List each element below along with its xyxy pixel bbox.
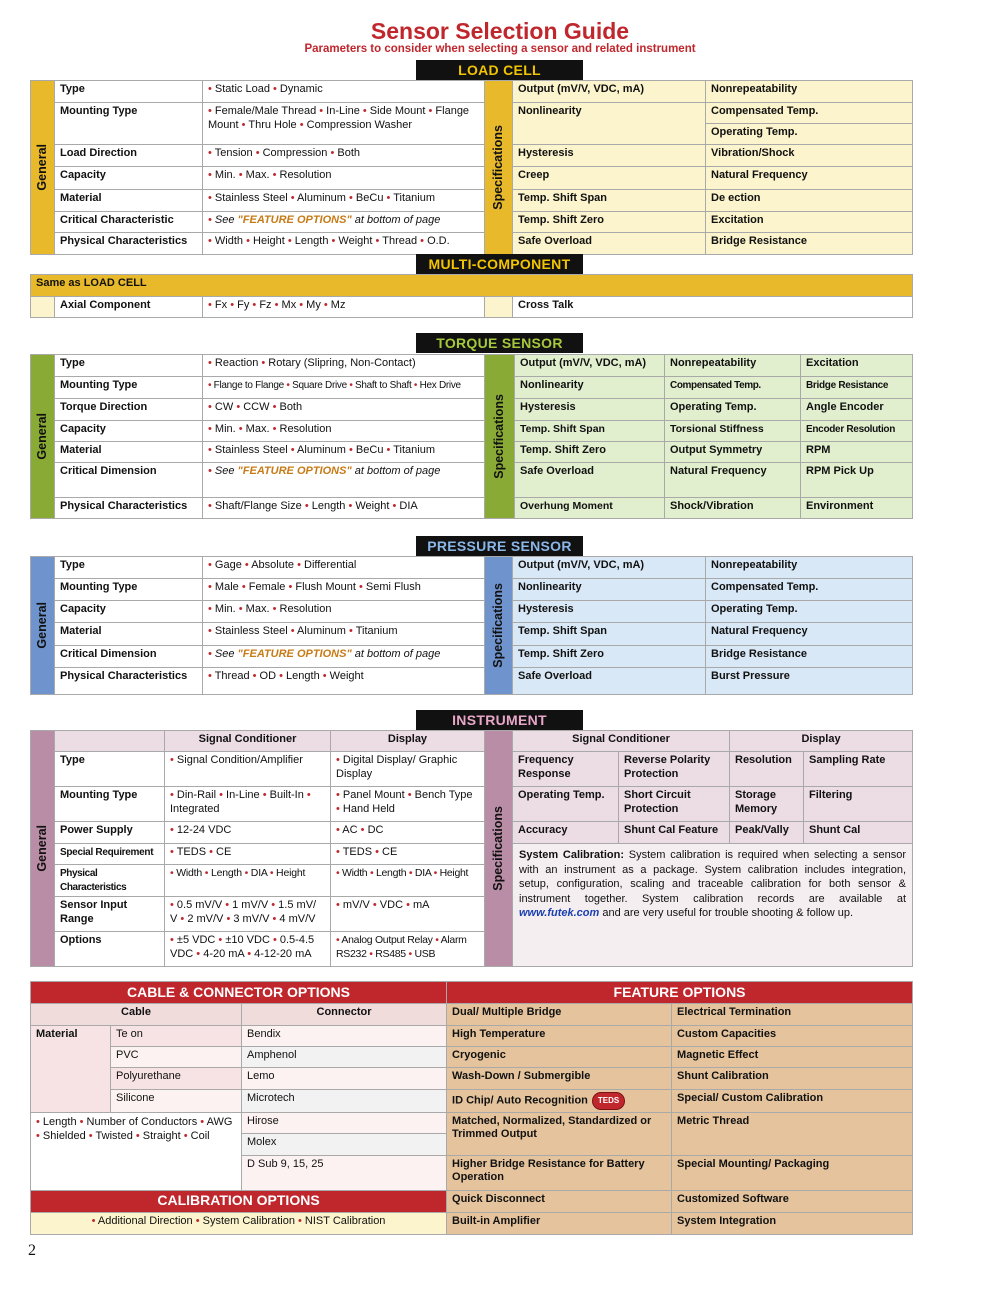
inst-key: Power Supply	[55, 822, 165, 844]
pr-val: • Thread • OD • Length • Weight	[203, 668, 485, 695]
calibration-options-header: CALIBRATION OPTIONS	[31, 1190, 447, 1212]
tq-val: • Flange to Flange • Square Drive • Shaft to Shaft • Hex Drive	[203, 377, 485, 399]
pr-val: • See "FEATURE OPTIONS" at bottom of page	[203, 646, 485, 668]
feature-item-id-chip: ID Chip/ Auto Recognition TEDS	[447, 1090, 672, 1113]
connector-item: Molex	[242, 1133, 447, 1155]
inst-display: • Panel Mount • Bench Type • Hand Held	[331, 787, 485, 822]
multi-component-table	[30, 274, 913, 318]
pr-spec: Compensated Temp.	[706, 579, 913, 601]
multi-component-header: MULTI-COMPONENT	[416, 254, 583, 274]
feature-options-header: FEATURE OPTIONS	[447, 982, 913, 1004]
pr-spec: Output (mV/V, VDC, mA)	[513, 557, 706, 579]
lc-spec: Vibration/Shock	[706, 145, 913, 167]
inst-key: Physical Characteristics	[55, 865, 165, 897]
pr-key: Physical Characteristics	[55, 668, 203, 695]
tq-key: Physical Characteristics	[55, 498, 203, 519]
teds-logo: TEDS	[592, 1092, 625, 1110]
lc-spec: Compensated Temp.	[706, 103, 913, 124]
tq-spec: Compensated Temp.	[665, 377, 801, 399]
general-label: General	[31, 731, 55, 967]
tq-spec: Nonrepeatability	[665, 355, 801, 377]
tq-key: Mounting Type	[55, 377, 203, 399]
pressure-table	[30, 556, 913, 695]
load-cell-table	[30, 80, 913, 255]
tq-spec: Shock/Vibration	[665, 498, 801, 519]
inst-display: • Width • Length • DIA • Height	[331, 865, 485, 897]
pr-key: Type	[55, 557, 203, 579]
multi-key: Axial Component	[55, 297, 203, 318]
feature-item: Special/ Custom Calibration	[672, 1090, 913, 1113]
tq-spec: Temp. Shift Span	[515, 421, 665, 442]
feature-item: Built-in Amplifier	[447, 1212, 672, 1234]
inst-display: • mV/V • VDC • mA	[331, 897, 485, 932]
pr-key: Critical Dimension	[55, 646, 203, 668]
inst-signal: • TEDS • CE	[165, 844, 331, 865]
futek-link[interactable]: www.futek.com	[519, 907, 600, 919]
lc-spec: De ection	[706, 190, 913, 212]
syscal-text: System calibration is required when selecting a sensor with an instrument as a package. System calibration includes integration, setup, configuration, scaling and traceable calibration for both sensor & instrument together. System calibration records are available at	[519, 849, 907, 905]
lc-spec: Hysteresis	[513, 145, 706, 167]
tq-spec: Nonlinearity	[515, 377, 665, 399]
lc-spec: Temp. Shift Zero	[513, 212, 706, 233]
pr-key: Mounting Type	[55, 579, 203, 601]
connector-item: Lemo	[242, 1068, 447, 1090]
general-label: General	[31, 557, 55, 695]
multi-spec: Cross Talk	[513, 297, 913, 318]
tq-spec: Hysteresis	[515, 399, 665, 421]
tq-spec: Output Symmetry	[665, 442, 801, 463]
inst-spec: Sampling Rate	[804, 752, 913, 787]
tq-val: • Stainless Steel • Aluminum • BeCu • Titanium	[203, 442, 485, 463]
inst-spec: Shunt Cal	[804, 822, 913, 844]
feature-item: High Temperature	[447, 1026, 672, 1047]
tq-spec: Environment	[801, 498, 913, 519]
lc-spec: Operating Temp.	[706, 124, 913, 145]
instrument-header: INSTRUMENT	[416, 710, 583, 730]
cable-connector-header: CABLE & CONNECTOR OPTIONS	[31, 982, 447, 1004]
tq-spec: Encoder Resolution	[801, 421, 913, 442]
tq-spec: Angle Encoder	[801, 399, 913, 421]
inst-spec: Shunt Cal Feature	[619, 822, 730, 844]
pr-spec: Safe Overload	[513, 668, 706, 695]
pressure-header: PRESSURE SENSOR	[416, 536, 583, 556]
general-label: General	[31, 81, 55, 255]
pr-spec: Nonrepeatability	[706, 557, 913, 579]
tq-spec: Safe Overload	[515, 463, 665, 498]
torque-table	[30, 354, 913, 519]
cable-item: Silicone	[111, 1090, 242, 1113]
specifications-label: Specifications	[485, 355, 515, 519]
lc-val: • Min. • Max. • Resolution	[203, 167, 485, 190]
pr-key: Capacity	[55, 601, 203, 623]
cable-item: PVC	[111, 1047, 242, 1068]
specifications-label: Specifications	[485, 81, 513, 255]
lc-spec: Bridge Resistance	[706, 233, 913, 255]
pr-key: Material	[55, 623, 203, 646]
pr-spec: Burst Pressure	[706, 668, 913, 695]
tq-spec: Bridge Resistance	[801, 377, 913, 399]
inst-key: Type	[55, 752, 165, 787]
feature-item: Quick Disconnect	[447, 1190, 672, 1212]
tq-val: • Min. • Max. • Resolution	[203, 421, 485, 442]
tq-spec: RPM Pick Up	[801, 463, 913, 498]
tq-val: • See "FEATURE OPTIONS" at bottom of page	[203, 463, 485, 498]
pr-spec: Natural Frequency	[706, 623, 913, 646]
lc-val: • Static Load • Dynamic	[203, 81, 485, 103]
pr-spec: Temp. Shift Zero	[513, 646, 706, 668]
instrument-table	[30, 730, 913, 967]
cable-properties: • Length • Number of Conductors • AWG • Shielded • Twisted • Straight • Coil	[31, 1112, 242, 1190]
general-label: General	[31, 355, 55, 519]
tq-spec: Output (mV/V, VDC, mA)	[515, 355, 665, 377]
inst-spec: Operating Temp.	[513, 787, 619, 822]
tq-key: Type	[55, 355, 203, 377]
cable-item: Te on	[111, 1026, 242, 1047]
connector-col-header: Connector	[242, 1004, 447, 1026]
pr-val: • Gage • Absolute • Differential	[203, 557, 485, 579]
connector-item: D Sub 9, 15, 25	[242, 1155, 447, 1190]
tq-spec: Natural Frequency	[665, 463, 801, 498]
feature-item: System Integration	[672, 1212, 913, 1234]
page-title: Sensor Selection Guide	[370, 18, 630, 44]
lc-spec: Safe Overload	[513, 233, 706, 255]
multi-spacer	[31, 297, 55, 318]
inst-signal: • Signal Condition/Amplifier	[165, 752, 331, 787]
cable-col-header: Cable	[31, 1004, 242, 1026]
cable-item: Polyurethane	[111, 1068, 242, 1090]
lc-val: • See "FEATURE OPTIONS" at bottom of page	[203, 212, 485, 233]
lc-key: Critical Characteristic	[55, 212, 203, 233]
pr-spec: Hysteresis	[513, 601, 706, 623]
same-as-load-cell: Same as LOAD CELL	[31, 275, 913, 297]
lc-spec: Output (mV/V, VDC, mA)	[513, 81, 706, 103]
inst-corner	[55, 731, 165, 752]
page-subtitle: Parameters to consider when selecting a sensor and related instrument	[304, 43, 696, 55]
lc-key: Capacity	[55, 167, 203, 190]
inst-key: Options	[55, 932, 165, 967]
feature-item: Shunt Calibration	[672, 1068, 913, 1090]
load-cell-header: LOAD CELL	[416, 60, 583, 80]
connector-item: Bendix	[242, 1026, 447, 1047]
tq-key: Critical Dimension	[55, 463, 203, 498]
inst-signal: • Width • Length • DIA • Height	[165, 865, 331, 897]
pr-spec: Bridge Resistance	[706, 646, 913, 668]
feature-item: Magnetic Effect	[672, 1047, 913, 1068]
tq-spec: Excitation	[801, 355, 913, 377]
page-number: 2	[28, 1242, 36, 1259]
lc-spec: Excitation	[706, 212, 913, 233]
connector-item: Microtech	[242, 1090, 447, 1113]
inst-spec: Storage Memory	[730, 787, 804, 822]
feature-item: Matched, Normalized, Standardized or Trimmed Output	[447, 1112, 672, 1155]
feature-item: Customized Software	[672, 1190, 913, 1212]
tq-spec: RPM	[801, 442, 913, 463]
specifications-label: Specifications	[485, 557, 513, 695]
feature-item: Wash-Down / Submergible	[447, 1068, 672, 1090]
inst-signal: • ±5 VDC • ±10 VDC • 0.5-4.5 VDC • 4-20 mA • 4-12-20 mA	[165, 932, 331, 967]
inst-display: • TEDS • CE	[331, 844, 485, 865]
connector-item: Hirose	[242, 1112, 447, 1133]
tq-spec: Overhung Moment	[515, 498, 665, 519]
pr-spec: Temp. Shift Span	[513, 623, 706, 646]
inst-signal: • 0.5 mV/V • 1 mV/V • 1.5 mV/ V • 2 mV/V • 3 mV/V • 4 mV/V	[165, 897, 331, 932]
lc-key: Mounting Type	[55, 103, 203, 145]
material-label: Material	[31, 1026, 111, 1113]
connector-item: Amphenol	[242, 1047, 447, 1068]
inst-spec: Short Circuit Protection	[619, 787, 730, 822]
lc-key: Type	[55, 81, 203, 103]
multi-val: • Fx • Fy • Fz • Mx • My • Mz	[203, 297, 485, 318]
lc-spec: Creep	[513, 167, 706, 190]
inst-spec-col-signal: Signal Conditioner	[513, 731, 730, 752]
inst-display: • Analog Output Relay • Alarm RS232 • RS485 • USB	[331, 932, 485, 967]
lc-spec: Nonlinearity	[513, 103, 706, 145]
feature-item: Higher Bridge Resistance for Battery Operation	[447, 1155, 672, 1190]
calibration-options: • Additional Direction • System Calibration • NIST Calibration	[31, 1212, 447, 1234]
lc-val: • Female/Male Thread • In-Line • Side Mount • Flange Mount • Thru Hole • Compression Washer	[203, 103, 485, 145]
pr-val: • Stainless Steel • Aluminum • Titanium	[203, 623, 485, 646]
inst-key: Special Requirement	[55, 844, 165, 865]
inst-spec: Filtering	[804, 787, 913, 822]
tq-val: • CW • CCW • Both	[203, 399, 485, 421]
syscal-label: System Calibration:	[519, 849, 625, 861]
inst-spec-col-display: Display	[730, 731, 913, 752]
inst-display: • AC • DC	[331, 822, 485, 844]
tq-spec: Torsional Stiffness	[665, 421, 801, 442]
inst-spec: Frequency Response	[513, 752, 619, 787]
inst-col-display: Display	[331, 731, 485, 752]
inst-spec: Accuracy	[513, 822, 619, 844]
lc-spec: Nonrepeatability	[706, 81, 913, 103]
system-calibration-note	[513, 844, 913, 967]
lc-key: Load Direction	[55, 145, 203, 167]
inst-spec: Peak/Vally	[730, 822, 804, 844]
lc-val: • Stainless Steel • Aluminum • BeCu • Titanium	[203, 190, 485, 212]
feature-item: Custom Capacities	[672, 1026, 913, 1047]
feature-item: Metric Thread	[672, 1112, 913, 1155]
inst-signal: • 12-24 VDC	[165, 822, 331, 844]
torque-header: TORQUE SENSOR	[416, 333, 583, 353]
syscal-tail: and are very useful for trouble shooting & follow up.	[599, 907, 854, 919]
tq-key: Torque Direction	[55, 399, 203, 421]
tq-spec: Temp. Shift Zero	[515, 442, 665, 463]
inst-key: Mounting Type	[55, 787, 165, 822]
inst-display: • Digital Display/ Graphic Display	[331, 752, 485, 787]
inst-spec: Resolution	[730, 752, 804, 787]
feature-item: Cryogenic	[447, 1047, 672, 1068]
lc-spec: Temp. Shift Span	[513, 190, 706, 212]
specifications-label: Specifications	[485, 731, 513, 967]
lc-val: • Tension • Compression • Both	[203, 145, 485, 167]
feature-item: Dual/ Multiple Bridge	[447, 1004, 672, 1026]
feature-item: Special Mounting/ Packaging	[672, 1155, 913, 1190]
tq-key: Material	[55, 442, 203, 463]
lc-val: • Width • Height • Length • Weight • Thread • O.D.	[203, 233, 485, 255]
multi-spacer	[485, 297, 513, 318]
inst-key: Sensor Input Range	[55, 897, 165, 932]
pr-spec: Operating Temp.	[706, 601, 913, 623]
inst-col-signal: Signal Conditioner	[165, 731, 331, 752]
inst-signal: • Din-Rail • In-Line • Built-In • Integrated	[165, 787, 331, 822]
lc-key: Material	[55, 190, 203, 212]
tq-val: • Shaft/Flange Size • Length • Weight • DIA	[203, 498, 485, 519]
feature-item: Electrical Termination	[672, 1004, 913, 1026]
options-table	[30, 981, 913, 1235]
lc-spec: Natural Frequency	[706, 167, 913, 190]
lc-key: Physical Characteristics	[55, 233, 203, 255]
pr-val: • Male • Female • Flush Mount • Semi Flush	[203, 579, 485, 601]
tq-val: • Reaction • Rotary (Slipring, Non-Contact)	[203, 355, 485, 377]
tq-key: Capacity	[55, 421, 203, 442]
tq-spec: Operating Temp.	[665, 399, 801, 421]
pr-spec: Nonlinearity	[513, 579, 706, 601]
pr-val: • Min. • Max. • Resolution	[203, 601, 485, 623]
inst-spec: Reverse Polarity Protection	[619, 752, 730, 787]
